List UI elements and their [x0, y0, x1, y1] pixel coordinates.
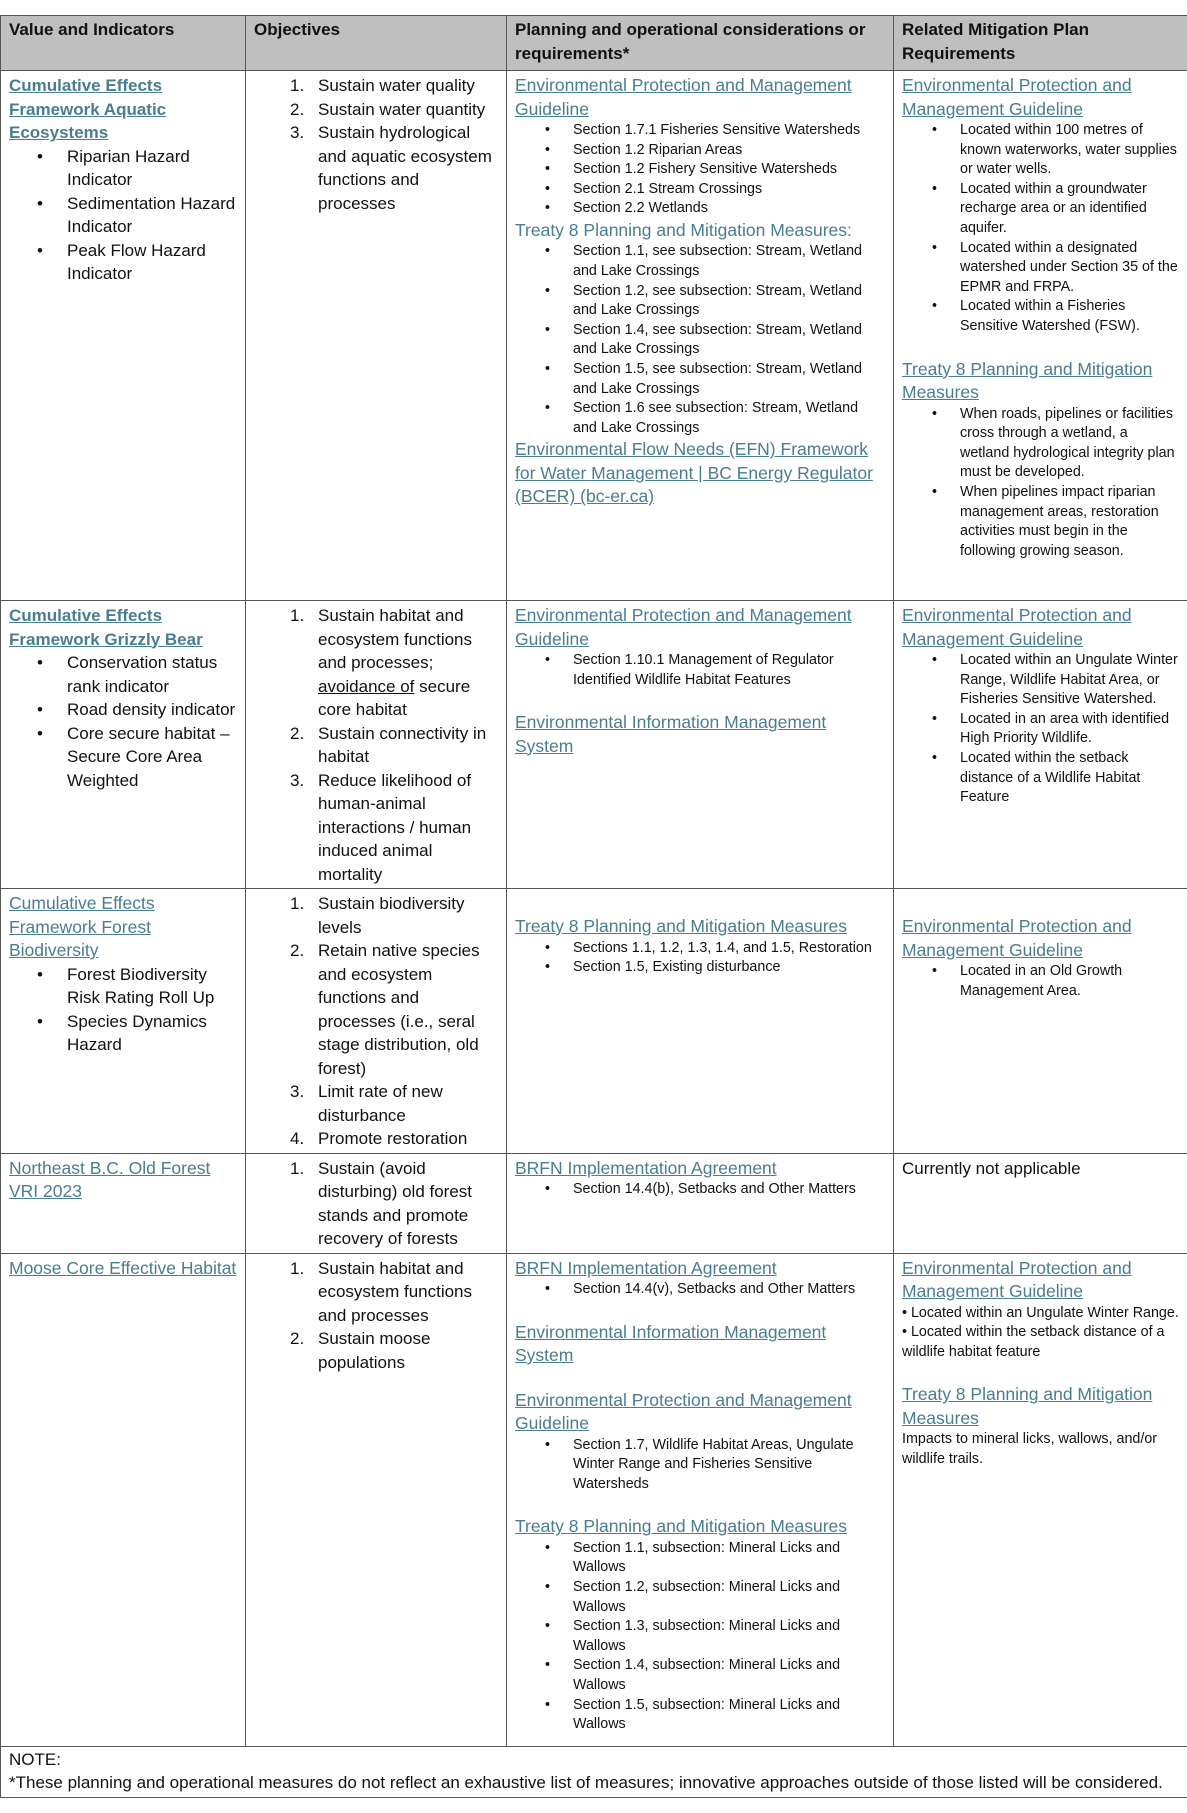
mitigation-item: • Located within a designated watershed under Section 35 of the EPMR and FRPA. — [960, 239, 1179, 298]
section-item: • Section 1.2 Fishery Sensitive Watersheds — [573, 160, 885, 180]
table-row-old-forest — [1, 1153, 1187, 1253]
mitigation-item: • Located within the setback distance of a Wildlife Habitat Feature — [960, 749, 1179, 808]
section-item: • Section 1.7, Wildlife Habitat Areas, Ungulate Winter Range and Fisheries Sensitive Watersheds — [573, 1436, 885, 1495]
objective-item: Sustain water quantity — [318, 99, 486, 119]
indicator-item: • Sedimentation Hazard Indicator — [67, 192, 237, 239]
note-cell — [1, 1746, 1187, 1797]
planning-cell — [507, 1153, 894, 1253]
indicator-item: • Forest Biodiversity Risk Rating Roll Up — [67, 963, 237, 1010]
mitigation-link[interactable]: Environmental Protection and Management Guideline — [902, 916, 1132, 960]
section-item: • Section 1.2, subsection: Mineral Licks and Wallows — [573, 1578, 885, 1617]
objective-item: Sustain (avoid disturbing) old forest stands and promote recovery of forests — [318, 1158, 473, 1248]
value-link[interactable]: Northeast B.C. Old Forest VRI 2023 — [9, 1157, 211, 1201]
planning-link[interactable]: BRFN Implementation Agreement — [515, 1257, 777, 1278]
planning-link[interactable]: Environmental Protection and Management Guideline — [515, 75, 852, 119]
mitigation-link[interactable]: Environmental Protection and Management Guideline — [902, 605, 1132, 649]
mitigation-item: • When pipelines impact riparian management areas, restoration activities must begin in the following growing season. — [960, 483, 1179, 561]
section-item: • Section 14.4(b), Setbacks and Other Matters — [573, 1180, 885, 1200]
value-link[interactable]: Moose Core Effective Habitat — [9, 1257, 237, 1278]
value-link[interactable]: Cumulative Effects Framework Forest Biodiversity — [9, 893, 155, 960]
table-row-grizzly — [1, 601, 1187, 889]
header-value-indicators: Value and Indicators — [1, 16, 246, 71]
value-cell — [1, 1153, 246, 1253]
planning-link[interactable]: Environmental Protection and Management Guideline — [515, 605, 852, 649]
objective-item: Limit rate of new disturbance — [318, 1082, 443, 1125]
objective-item: Sustain biodiversity levels — [318, 894, 465, 937]
note-label: NOTE: — [9, 1749, 61, 1769]
section-item: • Section 1.7.1 Fisheries Sensitive Watersheds — [573, 121, 885, 141]
planning-link[interactable]: Treaty 8 Planning and Mitigation Measures — [515, 916, 848, 936]
objective-text: Sustain habitat and ecosystem functions and processes; — [318, 606, 473, 672]
header-row — [1, 16, 1187, 71]
planning-link[interactable]: Environmental Flow Needs (EFN) Framework for Water Management | BC Energy Regulator (BCER) (bc-er.ca) — [515, 439, 873, 507]
table-row-aquatic — [1, 71, 1187, 601]
planning-link[interactable]: Environmental Protection and Management Guideline — [515, 1389, 852, 1434]
indicator-item: • Species Dynamics Hazard — [67, 1010, 237, 1057]
section-item: • Section 1.5, Existing disturbance — [573, 958, 885, 978]
header-planning: Planning and operational considerations or requirements* — [507, 16, 894, 71]
mitigation-link[interactable]: Treaty 8 Planning and Mitigation Measures — [902, 1384, 1153, 1428]
planning-link[interactable]: Treaty 8 Planning and Mitigation Measures — [515, 1516, 848, 1537]
planning-cell — [507, 1253, 894, 1746]
mitigation-text: • Located within an Ungulate Winter Range. — [902, 1304, 1179, 1321]
section-item: • Section 2.2 Wetlands — [573, 199, 885, 219]
value-cell — [1, 71, 246, 601]
mitigation-cell — [894, 1253, 1187, 1746]
objectives-cell — [246, 1253, 507, 1746]
note-row — [1, 1746, 1187, 1797]
section-item: • Section 1.1, see subsection: Stream, Wetland and Lake Crossings — [573, 242, 885, 281]
indicator-item: • Road density indicator — [67, 698, 237, 722]
table-row-forest — [1, 889, 1187, 1154]
header-objectives: Objectives — [246, 16, 507, 71]
section-item: • Section 1.5, see subsection: Stream, Wetland and Lake Crossings — [573, 360, 885, 399]
section-item: • Section 1.4, see subsection: Stream, Wetland and Lake Crossings — [573, 321, 885, 360]
objectives-cell — [246, 1153, 507, 1253]
planning-link[interactable]: BRFN Implementation Agreement — [515, 1157, 777, 1178]
objective-item: Sustain moose populations — [318, 1329, 431, 1372]
objective-item: Sustain connectivity in habitat — [318, 723, 487, 766]
objective-item: Promote restoration — [318, 1129, 468, 1148]
value-link[interactable]: Cumulative Effects Framework Aquatic Ecosystems — [9, 76, 167, 142]
value-cell — [1, 889, 246, 1154]
mitigation-text: Currently not applicable — [902, 1158, 1081, 1178]
mitigation-link[interactable]: Environmental Protection and Management Guideline — [902, 1257, 1132, 1301]
mitigation-cell — [894, 1153, 1187, 1253]
mitigation-cell — [894, 601, 1187, 889]
values-table — [0, 15, 1187, 1798]
objective-item: Sustain water quality — [318, 76, 475, 95]
mitigation-cell — [894, 71, 1187, 601]
planning-link[interactable]: Environmental Information Management System — [515, 712, 827, 756]
value-cell — [1, 1253, 246, 1746]
value-link[interactable]: Cumulative Effects Framework Grizzly Bear — [9, 606, 203, 649]
section-item: • Section 1.4, subsection: Mineral Licks and Wallows — [573, 1656, 885, 1695]
value-cell — [1, 601, 246, 889]
indicator-item: • Core secure habitat – Secure Core Area Weighted — [67, 722, 237, 793]
section-item: • Section 1.5, subsection: Mineral Licks and Wallows — [573, 1696, 885, 1735]
section-item: • Section 14.4(v), Setbacks and Other Matters — [573, 1280, 885, 1300]
section-item: • Section 1.2 Riparian Areas — [573, 141, 885, 161]
mitigation-text: • Located within the setback distance of a wildlife habitat feature — [902, 1324, 1165, 1360]
header-mitigation: Related Mitigation Plan Requirements — [894, 16, 1187, 71]
planning-cell — [507, 889, 894, 1154]
indicator-item: • Peak Flow Hazard Indicator — [67, 239, 237, 286]
table-row-moose — [1, 1253, 1187, 1746]
mitigation-link[interactable]: Treaty 8 Planning and Mitigation Measures — [902, 358, 1153, 403]
section-item: • Section 1.10.1 Management of Regulator Identified Wildlife Habitat Features — [573, 651, 885, 690]
mitigation-item: • Located in an Old Growth Management Area. — [960, 962, 1179, 1001]
section-item: • Section 1.6 see subsection: Stream, Wetland and Lake Crossings — [573, 399, 885, 438]
planning-cell — [507, 71, 894, 601]
objectives-cell — [246, 889, 507, 1154]
planning-link[interactable]: Environmental Information Management System — [515, 1321, 827, 1366]
objective-item: Reduce likelihood of human-animal interactions / human induced animal mortality — [318, 770, 472, 884]
mitigation-item: • Located within an Ungulate Winter Range, Wildlife Habitat Area, or Fisheries Sensitive Watershed. — [960, 651, 1179, 710]
section-item: • Section 1.1, subsection: Mineral Licks and Wallows — [573, 1539, 885, 1578]
indicator-item: • Conservation status rank indicator — [67, 651, 237, 698]
section-item: • Section 1.2, see subsection: Stream, Wetland and Lake Crossings — [573, 282, 885, 321]
mitigation-item: • Located within 100 metres of known waterworks, water supplies or water wells. — [960, 121, 1179, 180]
mitigation-cell — [894, 889, 1187, 1154]
mitigation-link[interactable]: Environmental Protection and Management Guideline — [902, 75, 1132, 119]
mitigation-item: • Located in an area with identified High Priority Wildlife. — [960, 710, 1179, 749]
indicator-item: • Riparian Hazard Indicator — [67, 145, 237, 192]
mitigation-item: • When roads, pipelines or facilities cross through a wetland, a wetland hydrological integrity plan must be developed. — [960, 405, 1179, 483]
mitigation-item: • Located within a Fisheries Sensitive Watershed (FSW). — [960, 297, 1179, 336]
section-item: • Section 1.3, subsection: Mineral Licks and Wallows — [573, 1617, 885, 1656]
objective-item: Sustain habitat and ecosystem functions and processes — [318, 1258, 473, 1325]
objective-item: Sustain hydrological and aquatic ecosystem functions and processes — [318, 123, 492, 213]
objective-underlined-text: avoidance of — [318, 676, 415, 696]
mitigation-item: • Located within a groundwater recharge area or an identified aquifer. — [960, 180, 1179, 239]
objective-text: secure core habitat — [318, 676, 471, 719]
objectives-cell — [246, 71, 507, 601]
objectives-cell — [246, 601, 507, 889]
note-text: *These planning and operational measures do not reflect an exhaustive list of measures; innovative approaches outside of those listed will be considered. — [9, 1773, 1163, 1792]
planning-cell — [507, 601, 894, 889]
objective-item — [318, 604, 498, 722]
planning-link[interactable]: Treaty 8 Planning and Mitigation Measures: — [515, 219, 852, 240]
section-item: • Section 2.1 Stream Crossings — [573, 180, 885, 200]
section-item: • Sections 1.1, 1.2, 1.3, 1.4, and 1.5, Restoration — [573, 939, 885, 959]
mitigation-text: Impacts to mineral licks, wallows, and/or wildlife trails. — [902, 1431, 1158, 1467]
objective-item: Retain native species and ecosystem functions and processes (i.e., seral stage distribution, old forest) — [318, 941, 480, 1078]
